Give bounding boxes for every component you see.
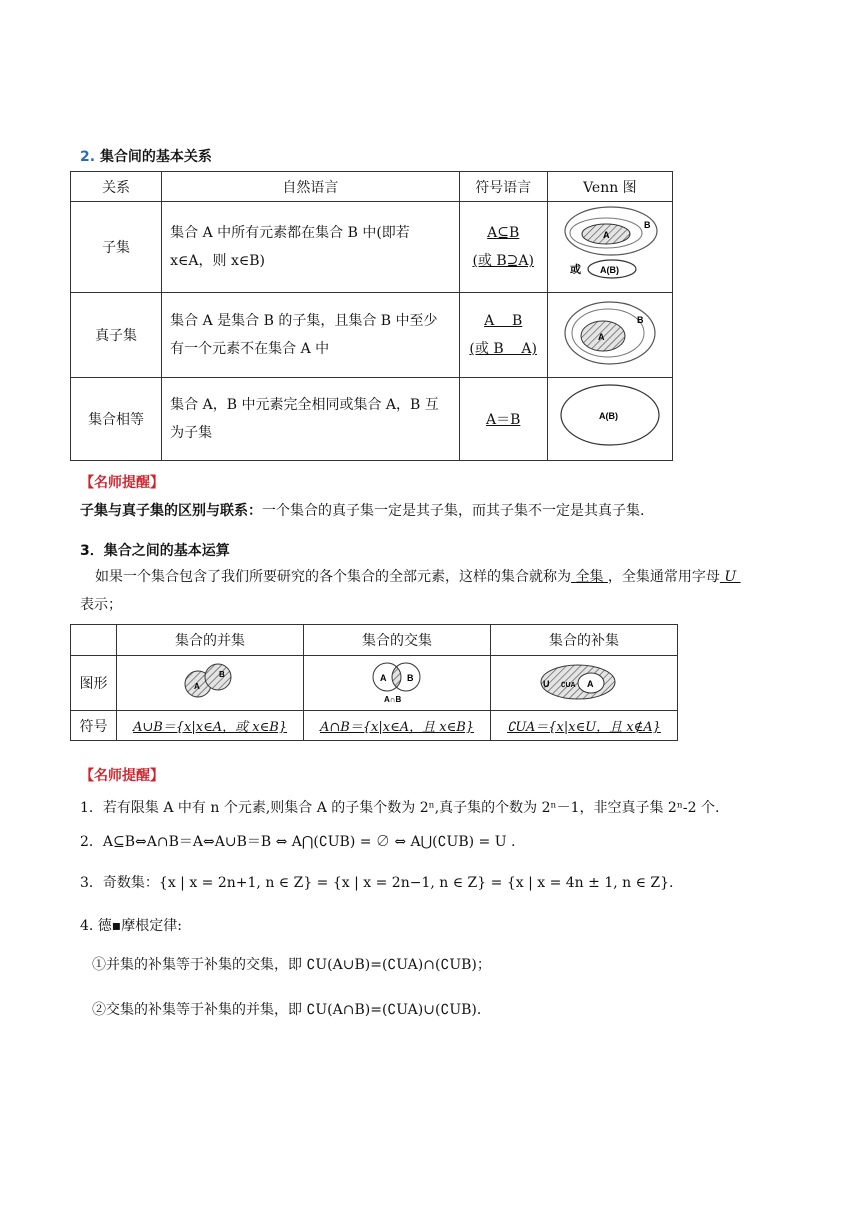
row-symbol: A⊆B (或 B⊇A) [459, 202, 547, 293]
complement-diagram [491, 656, 677, 706]
intersection-shape [304, 656, 491, 711]
tip-label-2: 【名师提醒】 [80, 768, 164, 784]
section-3-title: 3．集合之间的基本运算 [80, 543, 230, 559]
header-union: 集合的并集 [117, 625, 304, 656]
svg-text:A: A [380, 673, 387, 683]
row-name: 集合相等 [71, 378, 162, 461]
row-symbol: A＝B [459, 378, 547, 461]
table-row [71, 656, 678, 711]
section-2-title: 2. 集合间的基本关系 [80, 149, 212, 165]
complement-symbol: ∁UA＝{x|x∈U，且 x∉A} [491, 711, 678, 741]
header-empty [71, 625, 117, 656]
union-diagram [117, 656, 303, 706]
venn-equal-diagram [548, 378, 672, 456]
section-3-paragraph: 如果一个集合包含了我们所要研究的各个集合的全部元素，这样的集合就称为 全集 ，全集通常用字母 U [95, 569, 741, 585]
svg-text:A(B): A(B) [598, 411, 618, 421]
union-shape [117, 656, 304, 711]
header-intersection: 集合的交集 [304, 625, 491, 656]
row-shape-label: 图形 [71, 656, 117, 711]
svg-text:A(B): A(B) [599, 265, 619, 275]
row-text: 集合 A 中所有元素都在集合 B 中(即若 x∈A，则 x∈B) [162, 202, 459, 293]
svg-text:B: B [636, 315, 644, 325]
row-symbol-label: 符号 [71, 711, 117, 741]
tip-item-4: 4. 德▪摩根定律: [80, 918, 183, 934]
svg-text:A: A [587, 679, 594, 689]
row-text: 集合 A 是集合 B 的子集，且集合 B 中至少 有一个元素不在集合 A 中 [162, 293, 459, 378]
tip-text-1: 子集与真子集的区别与联系：一个集合的真子集一定是其子集，而其子集不一定是其真子集. [80, 503, 645, 519]
section-3-paragraph-end: 表示； [80, 597, 122, 613]
row-text: 集合 A，B 中元素完全相同或集合 A，B 互 为子集 [162, 378, 459, 461]
operations-table [70, 624, 678, 741]
table-row [71, 293, 673, 378]
svg-text:A∩B: A∩B [384, 695, 402, 704]
venn-proper-subset-diagram [548, 293, 672, 373]
de-morgan-law-1: ①并集的补集等于补集的交集，即 ∁U(A∪B)=(∁UA)∩(∁UB)； [92, 957, 491, 973]
table-header-row [71, 625, 678, 656]
venn-subset [547, 202, 672, 293]
header-venn: Venn 图 [547, 172, 672, 202]
de-morgan-law-2: ②交集的补集等于补集的并集，即 ∁U(A∩B)=(∁UA)∪(∁UB). [92, 1002, 482, 1018]
venn-subset-diagram [548, 202, 672, 288]
union-symbol: A∪B＝{x|x∈A，或 x∈B} [117, 711, 304, 741]
svg-text:或: 或 [569, 264, 581, 276]
header-symbol: 符号语言 [459, 172, 547, 202]
svg-text:U: U [543, 679, 550, 689]
table-row [71, 711, 678, 741]
row-symbol: A B (或 B A) [459, 293, 547, 378]
table-row [71, 378, 673, 461]
svg-text:A: A [597, 332, 605, 342]
tip-item-2: 2．A⊆B⇔A∩B＝A⇔A∪B＝B ⇔ A⋂(∁UB) = ∅ ⇔ A⋃(∁UB) = U . [80, 834, 516, 850]
svg-text:B: B [407, 673, 414, 683]
tip-item-3: 3．奇数集：{x | x = 2n+1, n ∈ Z} = {x | x = 2n−1, n ∈ Z} = {x | x = 4n ± 1, n ∈ Z}. [80, 875, 674, 891]
intersection-diagram [304, 656, 490, 706]
table-row [71, 202, 673, 293]
svg-text:B: B [643, 220, 651, 230]
venn-proper-subset [547, 293, 672, 378]
header-complement: 集合的补集 [491, 625, 678, 656]
header-natural: 自然语言 [162, 172, 459, 202]
complement-shape [491, 656, 678, 711]
svg-text:∁UA: ∁UA [561, 682, 576, 689]
row-name: 真子集 [71, 293, 162, 378]
tip-label-1: 【名师提醒】 [80, 475, 164, 491]
svg-text:B: B [219, 670, 225, 679]
venn-equal [547, 378, 672, 461]
svg-text:A: A [602, 230, 610, 240]
svg-text:A: A [194, 682, 200, 691]
tip-item-1: 1．若有限集 A 中有 n 个元素,则集合 A 的子集个数为 2ⁿ,真子集的个数为 2ⁿ－1，非空真子集 2ⁿ-2 个. [80, 800, 720, 816]
header-relation: 关系 [71, 172, 162, 202]
row-name: 子集 [71, 202, 162, 293]
table-header-row [71, 172, 673, 202]
relations-table [70, 171, 673, 461]
intersection-symbol: A∩B＝{x|x∈A，且 x∈B} [304, 711, 491, 741]
